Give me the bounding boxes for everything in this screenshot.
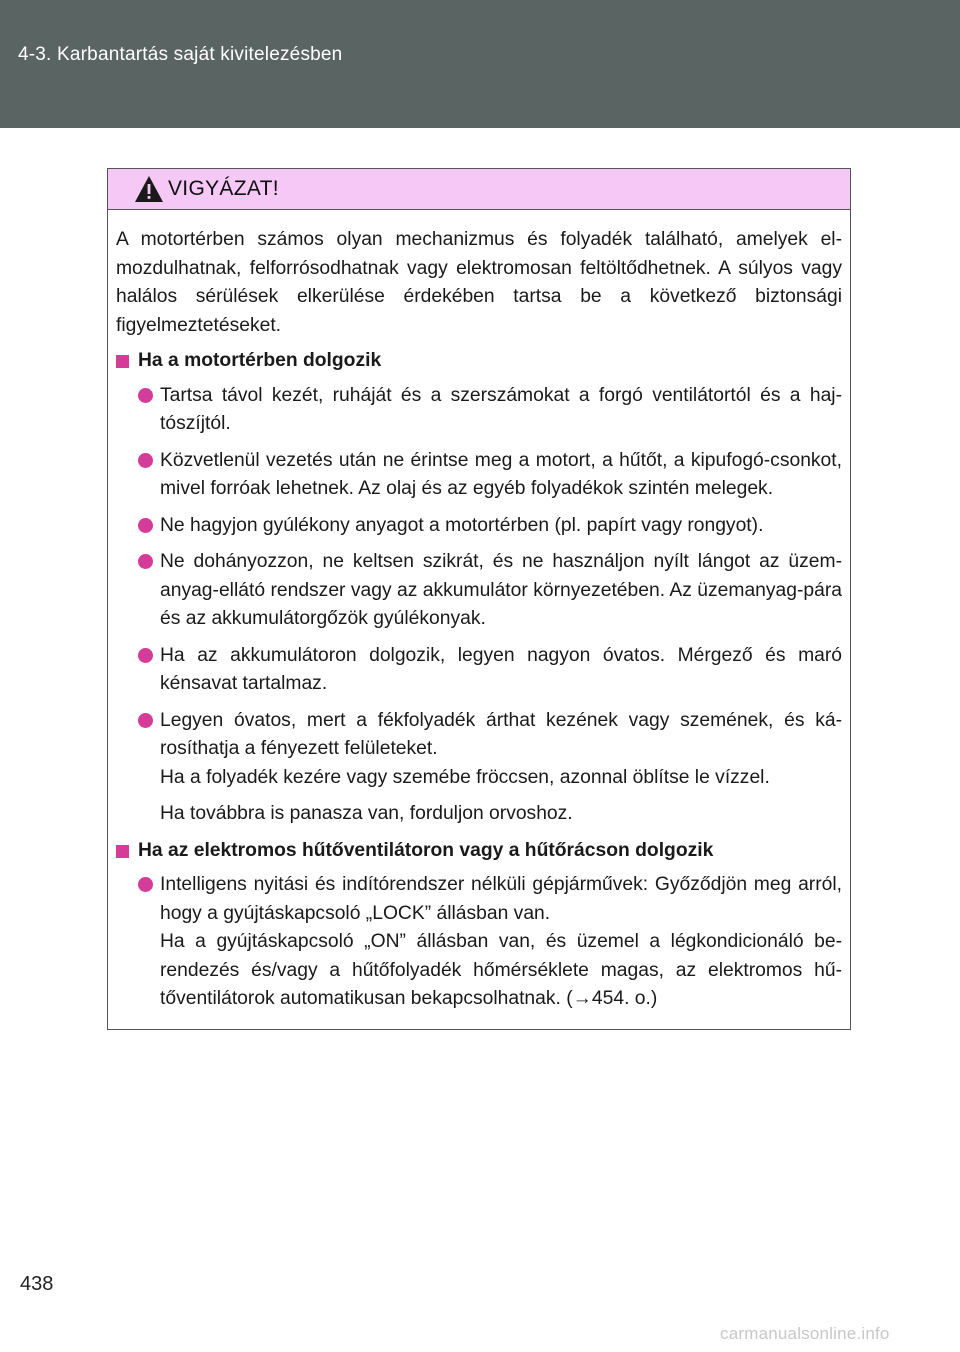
round-bullet-icon [138, 388, 153, 403]
round-bullet-icon [138, 554, 153, 569]
section-heading-cooling-fan [116, 837, 842, 866]
warning-box [107, 168, 851, 1030]
list-item [116, 642, 842, 699]
list-item-text: Ne hagyjon gyúlékony anyagot a motortérben (pl. papírt vagy rongyot). [160, 514, 764, 536]
warning-intro: A motortérben számos olyan mechanizmus és folyadék található, amelyek el-mozdulhatnak, felforrósodhatnak vagy elektromosan feltöltődhetnek. A súlyos vagy halálos sérülések elkerülése érdekében tartsa be a következő biztonsági figyelmeztetéseket. [116, 229, 842, 336]
list-item [116, 707, 842, 793]
section-heading-engine-bay [116, 347, 842, 376]
warning-triangle-icon [134, 175, 164, 203]
warning-title: VIGYÁZAT! [168, 177, 279, 200]
list-item [116, 447, 842, 504]
watermark: carmanualsonline.info [720, 1324, 890, 1343]
list-item-text: Ha az akkumulátoron dolgozik, legyen nagyon óvatos. Mérgező és maró kénsavat tartalmaz. [160, 644, 842, 694]
warning-header [108, 169, 850, 210]
list-item-text: Tartsa távol kezét, ruháját és a szerszámokat a forgó ventilátortól és a haj-tószíjtól. [160, 384, 842, 434]
list-item-continuation: Ha a folyadék kezére vagy szemébe fröccsen, azonnal öblítse le vízzel. [160, 766, 770, 788]
list-item [116, 548, 842, 634]
round-bullet-icon [138, 713, 153, 728]
page-number: 438 [20, 1273, 54, 1295]
section-heading-text: Ha az elektromos hűtőventilátoron vagy a hűtőrácson dolgozik [138, 839, 714, 861]
round-bullet-icon [138, 648, 153, 663]
section-title: 4-3. Karbantartás saját kivitelezésben [18, 44, 343, 65]
round-bullet-icon [138, 453, 153, 468]
list-item [116, 871, 842, 1014]
list-item-text: Legyen óvatos, mert a fékfolyadék árthat kezének vagy szemének, és ká-rosíthatja a fényezett felületeket. [160, 709, 842, 759]
section-heading-text: Ha a motortérben dolgozik [138, 350, 382, 371]
list-item-note: Ha továbbra is panasza van, forduljon orvoshoz. [160, 803, 573, 824]
round-bullet-icon [138, 518, 153, 533]
round-bullet-icon [138, 877, 153, 892]
square-bullet-icon [116, 845, 129, 858]
list-item-continuation: Ha a gyújtáskapcsoló „ON” állásban van, és üzemel a légkondicionáló be-rendezés és/vagy a hűtőfolyadék hőmérséklete magas, az elektromos hű-tőventilátorok automatikusan bekapcsolhatnak. (→454. o.) [160, 931, 842, 1009]
list-item-text: Ne dohányozzon, ne keltsen szikrát, és ne használjon nyílt lángot az üzem-anyag-ellátó rendszer vagy az akkumulátor környezetében. Az üzemanyag-pára és az akkumulátorgőzök gyúlékonyak. [160, 551, 842, 629]
list-item-text: Közvetlenül vezetés után ne érintse meg a motort, a hűtőt, a kipufogó-csonkot, mivel forróak lehetnek. Az olaj és az egyéb folyadékok szintén melegek. [160, 449, 842, 499]
page-header-bar [0, 0, 960, 128]
square-bullet-icon [116, 355, 129, 368]
warning-body [108, 210, 850, 1014]
list-item [116, 512, 842, 541]
list-item [116, 382, 842, 439]
list-item-text: Intelligens nyitási és indítórendszer nélküli gépjárművek: Győződjön meg arról, hogy a gyújtáskapcsoló „LOCK” állásban van. [160, 874, 842, 924]
